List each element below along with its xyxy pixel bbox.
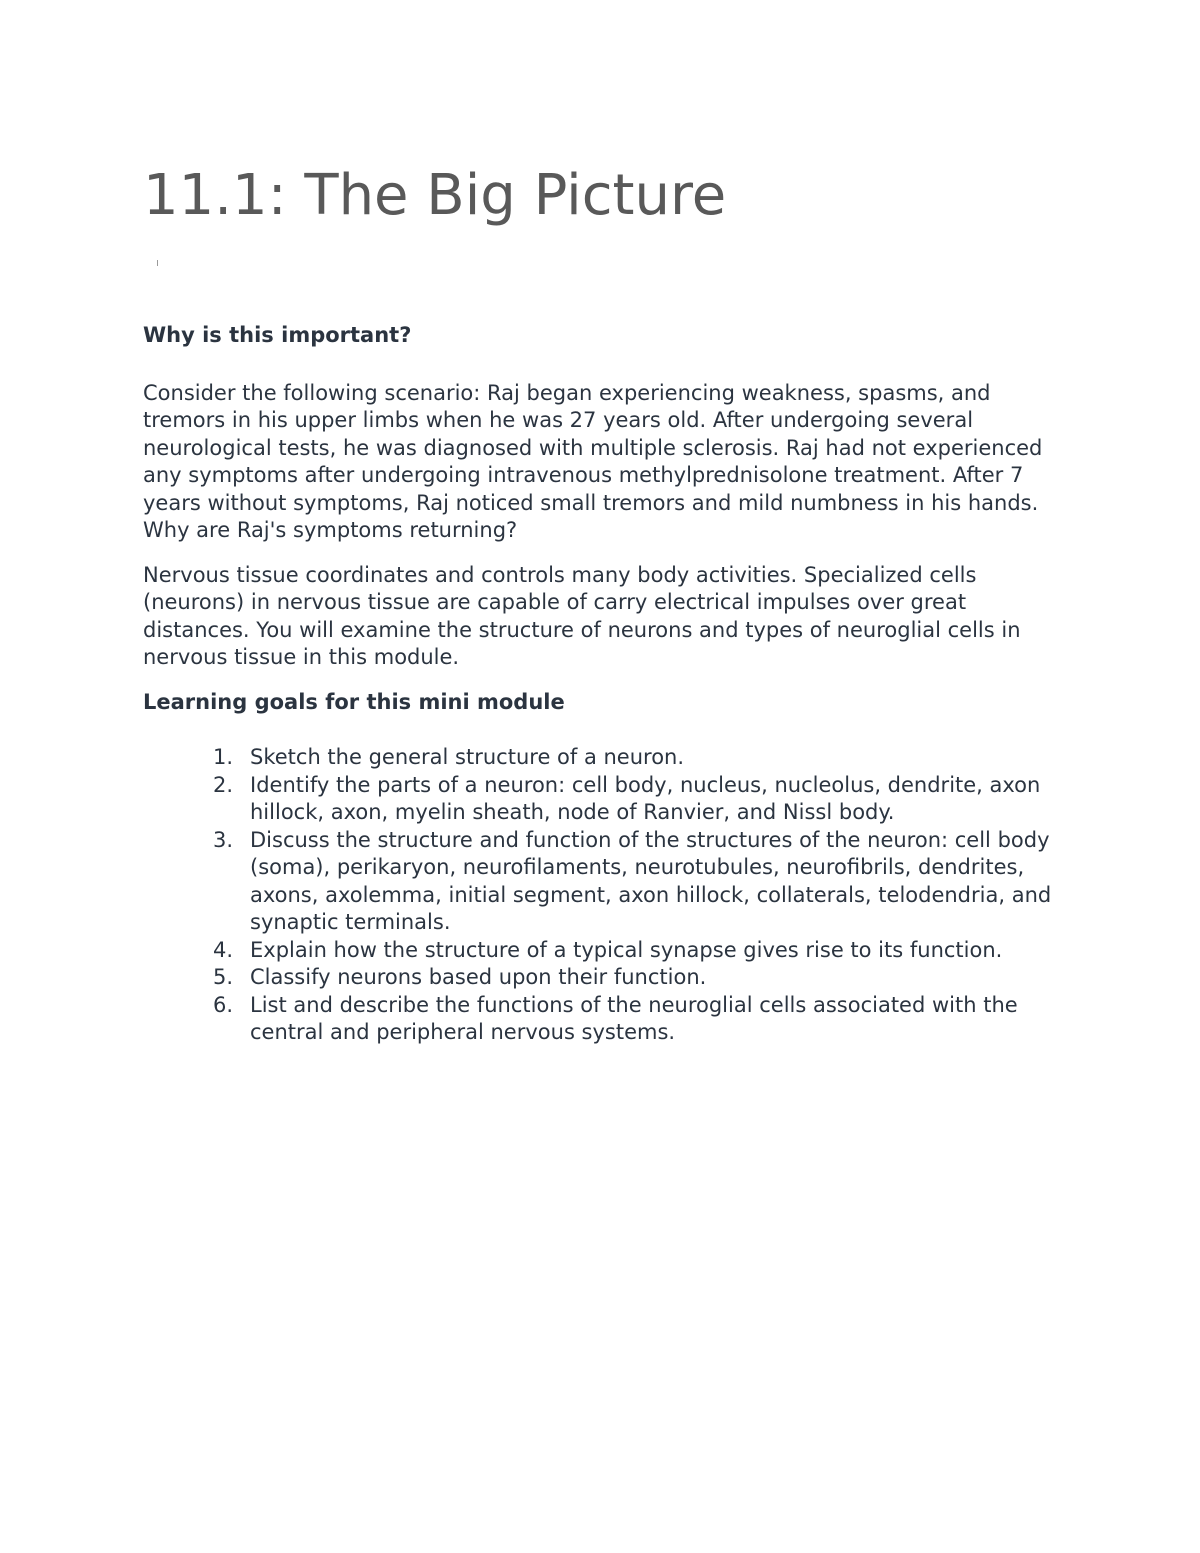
list-item-text: Discuss the structure and function of the structures of the neuron: cell body (soma), perikaryon, neurofilaments, neurotubules, neurofibrils, dendrites, axons, axolemma, initial segment, axon hillock, collaterals, telodendria, and synaptic terminals. xyxy=(250,827,1052,934)
list-item-number: 5. xyxy=(213,965,234,989)
list-item xyxy=(143,937,1063,965)
list-item xyxy=(143,964,1063,992)
section-heading-importance: Why is this important? xyxy=(143,323,412,347)
scenario-paragraph: Consider the following scenario: Raj began experiencing weakness, spasms, and tremors in his upper limbs when he was 27 years old. After undergoing several neurological tests, he was diagnosed with multiple sclerosis. Raj had not experienced any symptoms after undergoing intravenous methylprednisolone treatment. After 7 years without symptoms, Raj noticed small tremors and mild numbness in his hands. Why are Raj's symptoms returning? xyxy=(143,380,1043,542)
list-item xyxy=(143,827,1063,937)
document-body xyxy=(143,322,1063,1047)
page-title: 11.1: The Big Picture xyxy=(143,163,727,228)
list-item xyxy=(143,992,1063,1047)
nervous-tissue-paragraph: Nervous tissue coordinates and controls many body activities. Specialized cells (neurons) in nervous tissue are capable of carry electrical impulses over great distances. You will examine the structure of neurons and types of neuroglial cells in nervous tissue in this module. xyxy=(143,562,1021,669)
list-item-text: Explain how the structure of a typical synapse gives rise to its function. xyxy=(250,937,1003,962)
list-item-number: 3. xyxy=(213,827,234,852)
list-item-number: 4. xyxy=(213,937,234,962)
list-item-number: 1. xyxy=(213,745,234,769)
list-item-number: 6. xyxy=(213,992,234,1017)
list-item-text: Classify neurons based upon their function. xyxy=(250,965,707,989)
learning-goals-list xyxy=(143,744,1063,1047)
list-item-text: Identify the parts of a neuron: cell body, nucleus, nucleolus, dendrite, axon hillock, axon, myelin sheath, node of Ranvier, and Nissl body. xyxy=(250,772,1041,824)
list-item xyxy=(143,744,1063,772)
list-item-number: 2. xyxy=(213,772,234,797)
list-item-text: List and describe the functions of the neuroglial cells associated with the central and peripheral nervous systems. xyxy=(250,992,1018,1044)
cursor-mark xyxy=(157,260,158,266)
list-item-text: Sketch the general structure of a neuron. xyxy=(250,745,685,769)
section-heading-learning-goals: Learning goals for this mini module xyxy=(143,689,565,714)
list-item xyxy=(143,772,1063,827)
